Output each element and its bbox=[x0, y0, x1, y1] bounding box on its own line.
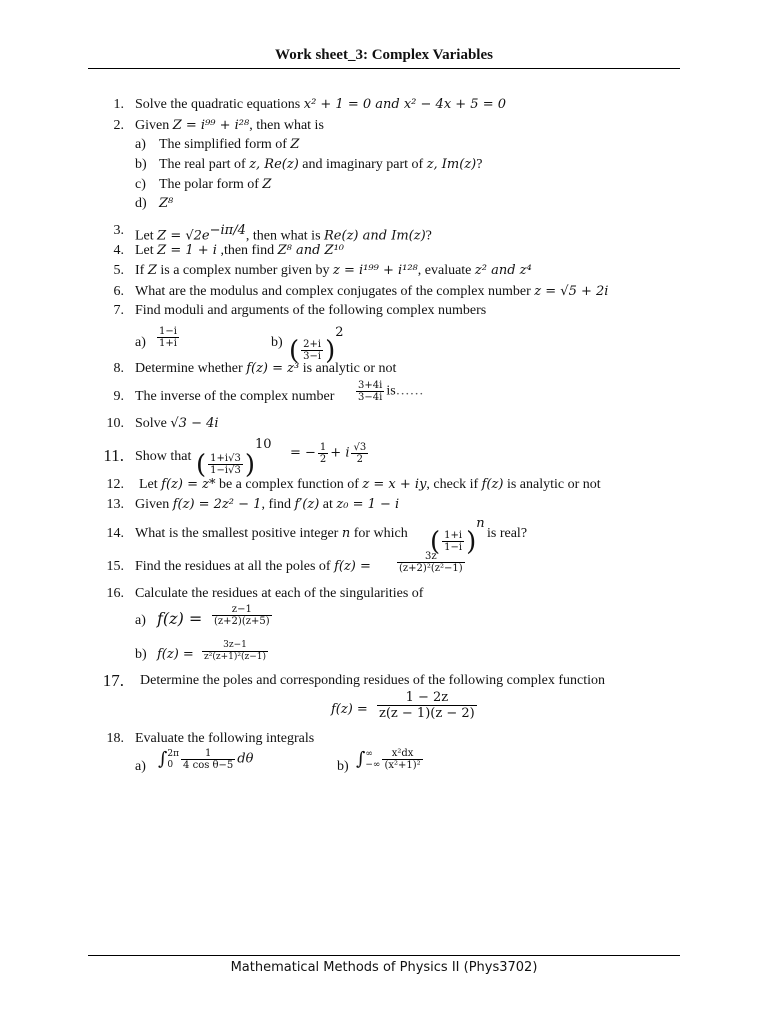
header-divider bbox=[88, 68, 680, 69]
worksheet-page: Work sheet_3: Complex Variables 1. Solve the quadratic equations x² + 1 = 0 and x² − 4x + 5 = 0 2. Given Z = i⁹⁹ + i²⁸, then what is a) The simplified form of Z b) The real part of z, Re(z) and imaginary part of z, Im(z)? c) The polar form of Z d) Z⁸ 3. Let $Z = √2e^{-i\pi/4}$, then what is Re(z) and Im(z)? 4. Let Z = 1 + i ,then find Z⁸ and Z¹⁰ 5. If Z is a complex number given by z = i¹⁹⁹ + i¹²⁸, evaluate z² and z⁴ 6. What are the modulus and complex conjugates of the complex number z = √5 + 2i 7. Find moduli and arguments of the following complex numbers a) $\frac{1-i}{1+i}$ b) ( $\frac{2+i}{3-i}$ )$^2$ 8. Determine whether f(z) = z³ is analytic or not 9. The inverse of the complex number $\frac{3+4i}{3-4i}$ is…… 10. Solve √3 − 4i 11. Show that ( $\frac{1+i√3}{1-i√3}$ )$^{10}$ = − $\frac{1}{2}$ + i $\frac{√3}{2}$ 12. Let f(z) = z* be a complex function of z = x + iy, check if f(z) is analytic or not 13. Given f(z) = 2z² − 1, find f′(z) at z₀ = 1 − i 14. What is the smallest positive integer n for which ( $\frac{1+i}{1-i}$ )$^n$ is real? 15. Find the residues at all the poles of f(z) = $\frac{3z}{\text{(z+2)²(z²−1)}}$ 16. Calculate the residues at each of the singularities of a) f(z) = $\frac{z-1}{(z+2)(z+5)}$ b) f(z) = $\frac{3z-1}{\text{z²(z+1)²(z−1)}}$ 17. Determine the poles and corresponding residues of the following complex function f(z) = $\frac{1 - 2z}{z(z - 1)(z - 2)}$ 18. Evaluate the following integrals a) ∫ 2π 0 $\frac{1}{\text{4 cos θ−5}}$ dθ b) ∫ ∞ −∞ $\frac{\text{x²dx}}{\text{(x²+1)²}}$ Mathematical Methods of Physics II (Phys3702) bbox=[0, 0, 768, 1024]
page-footer: Mathematical Methods of Physics II (Phys3702) bbox=[230, 960, 538, 975]
page-title: Work sheet_3: Complex Variables bbox=[275, 47, 493, 63]
footer-divider bbox=[88, 955, 680, 956]
